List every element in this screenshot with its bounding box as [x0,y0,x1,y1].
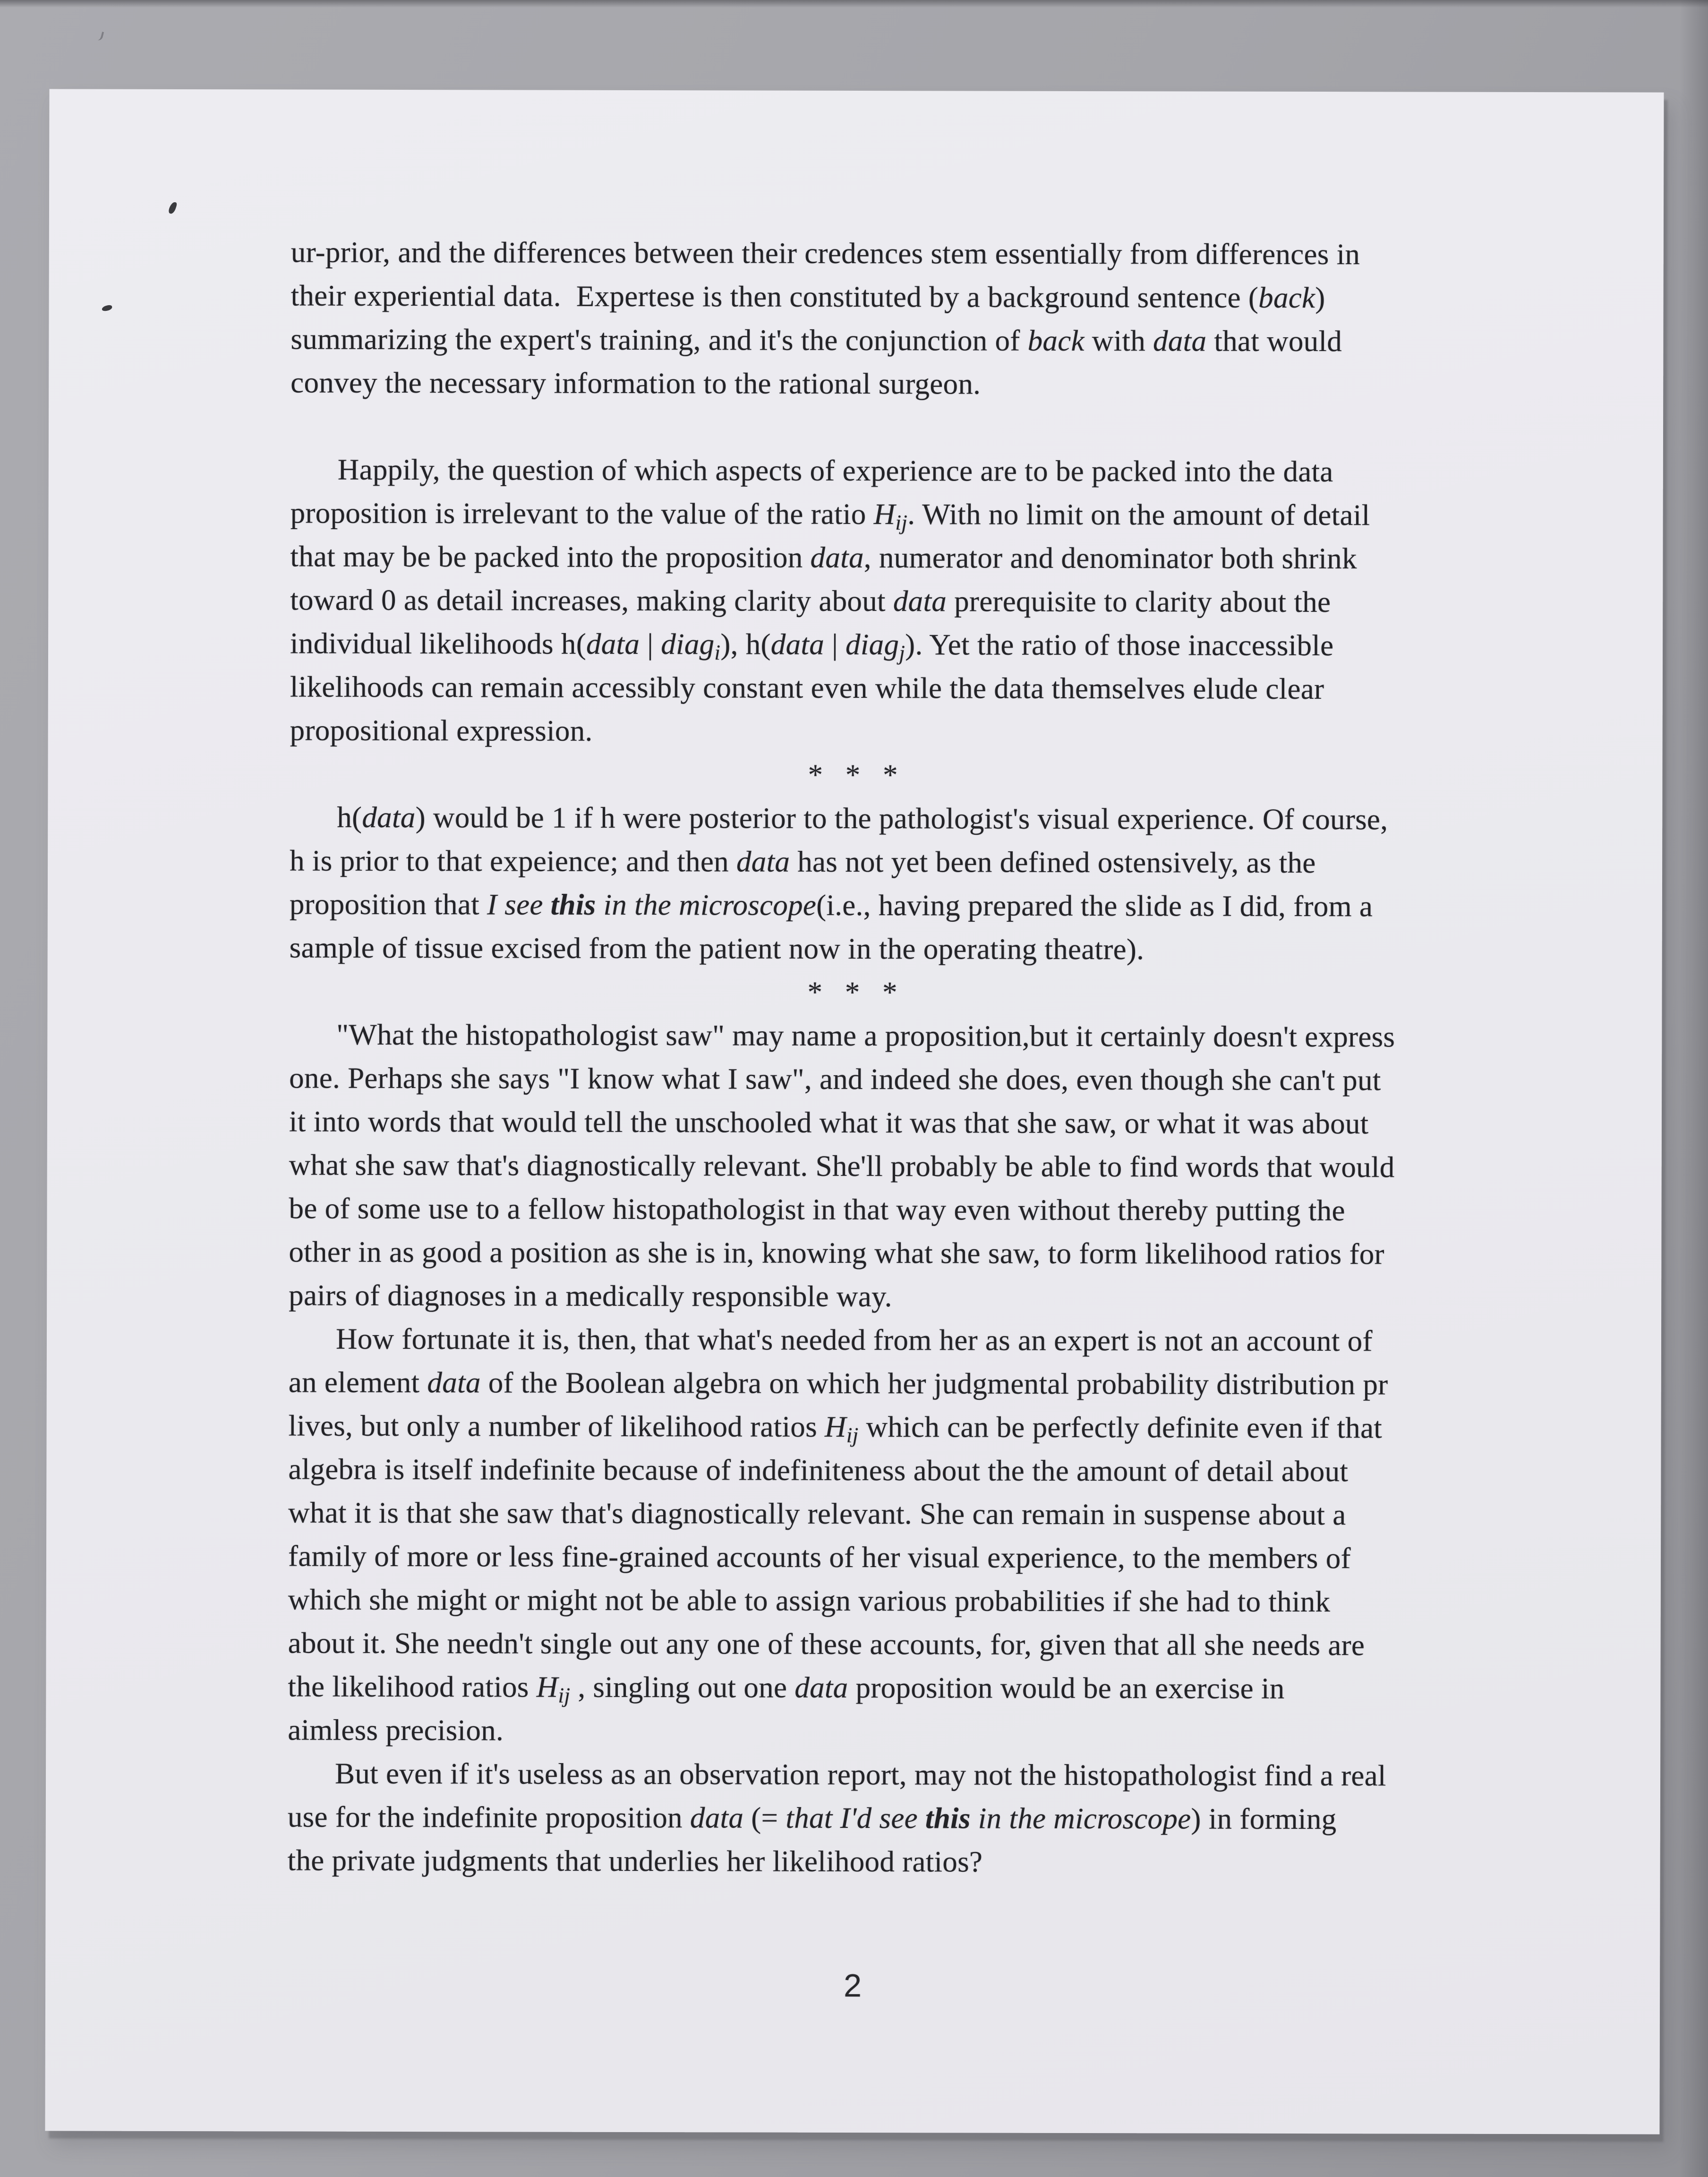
text-segment: , numerator and denominator both shrink [863,541,1357,575]
text-segment: that may be be packed into the proposition [290,540,811,574]
text-segment: ur-prior, and the differences between their credences stem essentially from differences in [290,235,1360,271]
text-segment: lives, but only a number of likelihood ratios [288,1409,825,1443]
text-segment: use for the indefinite proposition [287,1800,691,1834]
text-segment: pairs of diagnoses in a medically responsible way. [289,1278,892,1313]
text-segment: in the microscope [970,1801,1191,1835]
text-segment: * * * [808,758,905,792]
text-segment: ij [846,1423,859,1447]
text-line [289,1317,1422,1363]
text-segment: | [824,627,846,661]
text-line [288,1795,1421,1841]
text-line [289,1273,1422,1319]
text-segment: what it is that she saw that's diagnostically relevant. She can remain in suspense about a [288,1496,1346,1532]
scan-mark [95,31,104,42]
text-segment: data [770,627,825,661]
text-segment: data [362,800,416,834]
text-segment: their experiential data. Expertese is then constituted by a background sentence ( [290,279,1259,314]
text-segment: of the Boolean algebra on which her judgmental probability distribution pr [480,1366,1388,1401]
text-line [289,1099,1423,1145]
text-segment: the likelihood ratios [288,1670,537,1704]
text-segment: back [1258,281,1315,315]
text-segment: But even if it's useless as an observation report, may not the histopathologist find a real [334,1757,1386,1792]
text-line [288,1577,1422,1623]
text-segment: likelihoods can remain accessibly constant even while the data themselves elude clear [290,670,1324,706]
text-segment: ij [558,1683,571,1707]
text-segment: "What the histopathologist saw" may name a proposition,but it certainly doesn't express [336,1018,1395,1054]
text-line [288,1838,1421,1884]
text-segment: (i.e., having prepared the slide as I did, from a [816,888,1373,923]
text-segment: data [586,627,640,661]
text-segment: proposition that [289,887,487,921]
text-segment: data [1153,324,1207,358]
text-segment: aimless precision. [288,1713,504,1747]
text-line [289,1360,1422,1406]
text-segment: summarizing the expert's training, and it's the conjunction of [290,322,1028,357]
text-segment: an element [288,1365,427,1399]
text-segment: H [873,497,896,531]
text-segment: h is prior to that expeience; and then [290,844,737,878]
text-segment: data [427,1366,481,1399]
text-line [290,795,1423,841]
text-segment: toward 0 as detail increases, making clarity about [290,583,893,618]
text-line [288,1751,1421,1797]
text-segment: about it. She needn't single out any one of these accounts, for, given that all she needs are [288,1626,1365,1662]
text-segment: this [925,1801,971,1835]
text-segment: family of more or less fine-grained accounts of her visual experience, to the members of [288,1539,1351,1575]
text-segment: How fortunate it is, then, that what's needed from her as an expert is not an account of [335,1322,1373,1358]
text-segment: back [1027,324,1085,358]
separator-line [290,752,1423,797]
text-segment: , singling out one [570,1670,795,1704]
text-segment: other in as good a position as she is in, knowing what she saw, to form likelihood ratios for [289,1235,1384,1271]
text-segment: individual likelihoods h( [290,626,587,660]
text-line [289,1230,1422,1276]
text-line [290,360,1424,406]
text-segment: I see [487,888,551,921]
text-line [290,621,1424,667]
text-segment: this [550,888,596,921]
text-segment: diag [661,627,715,661]
text-segment: ). Yet the ratio of those inaccessible [905,628,1334,662]
text-line [289,1404,1422,1449]
text-segment: that I'd see [786,1801,926,1835]
text-segment: ij [895,510,908,535]
text-line [290,708,1424,754]
text-segment: j [899,641,905,665]
document-body [288,230,1425,1884]
text-segment: it into words that would tell the unschooled what it was that she saw, or what it was about [289,1105,1369,1140]
text-segment: data [893,584,947,618]
text-segment: ), h( [720,627,771,661]
text-line [290,839,1423,884]
text-segment: which she might or might not be able to assign various probabilities if she had to think [288,1583,1331,1619]
text-segment: propositional expression. [290,713,593,747]
text-segment: ) would be 1 if h were posterior to the pathologist's visual experience. Of course, [415,801,1388,836]
text-segment: H [824,1410,846,1443]
scan-speck [102,305,113,312]
text-segment: the private judgments that underlies her likelihood ratios? [287,1843,983,1878]
text-segment: one. Perhaps she says "I know what I saw", and indeed she does, even though she can't put [289,1061,1381,1097]
text-segment: sample of tissue excised from the patient now in the operating theatre). [289,931,1144,966]
scanner-right-shadow [1680,0,1708,2177]
text-line [288,1534,1422,1580]
text-segment: in the microscope [596,888,817,922]
text-segment: data [794,1671,848,1704]
text-line [290,534,1424,580]
text-segment: data [690,1801,744,1834]
text-line [289,1143,1423,1189]
text-line [288,1621,1422,1667]
text-segment: which can be perfectly definite even if that [858,1410,1383,1445]
text-line [291,274,1425,319]
text-segment: proposition would be an exercise in [848,1671,1285,1705]
text-segment: prerequisite to clarity about the [947,584,1331,619]
text-segment: i [714,641,721,665]
text-line [290,317,1424,363]
text-line [291,230,1425,276]
text-segment: has not yet been defined ostensively, as the [790,845,1316,880]
page-number: 2 [844,1967,862,2004]
text-line [288,1447,1422,1493]
scan-speck [168,201,177,215]
text-line [288,1708,1421,1754]
text-line [288,1491,1422,1536]
text-segment: data [736,845,790,878]
text-segment: ) [1315,281,1325,315]
text-segment: ) in forming [1191,1802,1337,1836]
text-line [290,926,1423,971]
text-segment: (= [743,1801,786,1834]
document-page [45,89,1664,2134]
text-segment: * * * [807,975,905,1009]
text-line [288,1664,1421,1710]
text-segment: convey the necessary information to the rational surgeon. [290,366,981,401]
text-segment: Happily, the question of which aspects of experience are to be packed into the data [337,453,1333,489]
text-segment: data [810,540,864,574]
text-line [290,447,1424,493]
text-line [289,1012,1423,1058]
text-segment: | [640,627,661,661]
text-segment: H [536,1670,558,1704]
text-segment: . With no limit on the amount of detail [907,497,1370,532]
text-line [290,665,1424,711]
text-segment: diag [845,627,899,661]
text-segment: what she saw that's diagnostically relevant. She'll probably be able to find words that would [289,1148,1395,1184]
text-line [289,1186,1422,1232]
text-segment: be of some use to a fellow histopathologist in that way even without thereby putting the [289,1191,1345,1227]
text-segment: h( [337,800,362,834]
text-segment: proposition is irrelevant to the value of the ratio [290,496,874,531]
separator-line [289,969,1423,1015]
text-line [290,491,1424,537]
text-line [290,578,1424,624]
text-segment: with [1084,324,1153,358]
text-line [290,882,1423,928]
text-segment: that would [1206,324,1342,358]
text-line [289,1056,1423,1102]
scanner-top-edge [0,0,1708,8]
text-segment: algebra is itself indefinite because of indefiniteness about the the amount of detail about [288,1452,1349,1488]
